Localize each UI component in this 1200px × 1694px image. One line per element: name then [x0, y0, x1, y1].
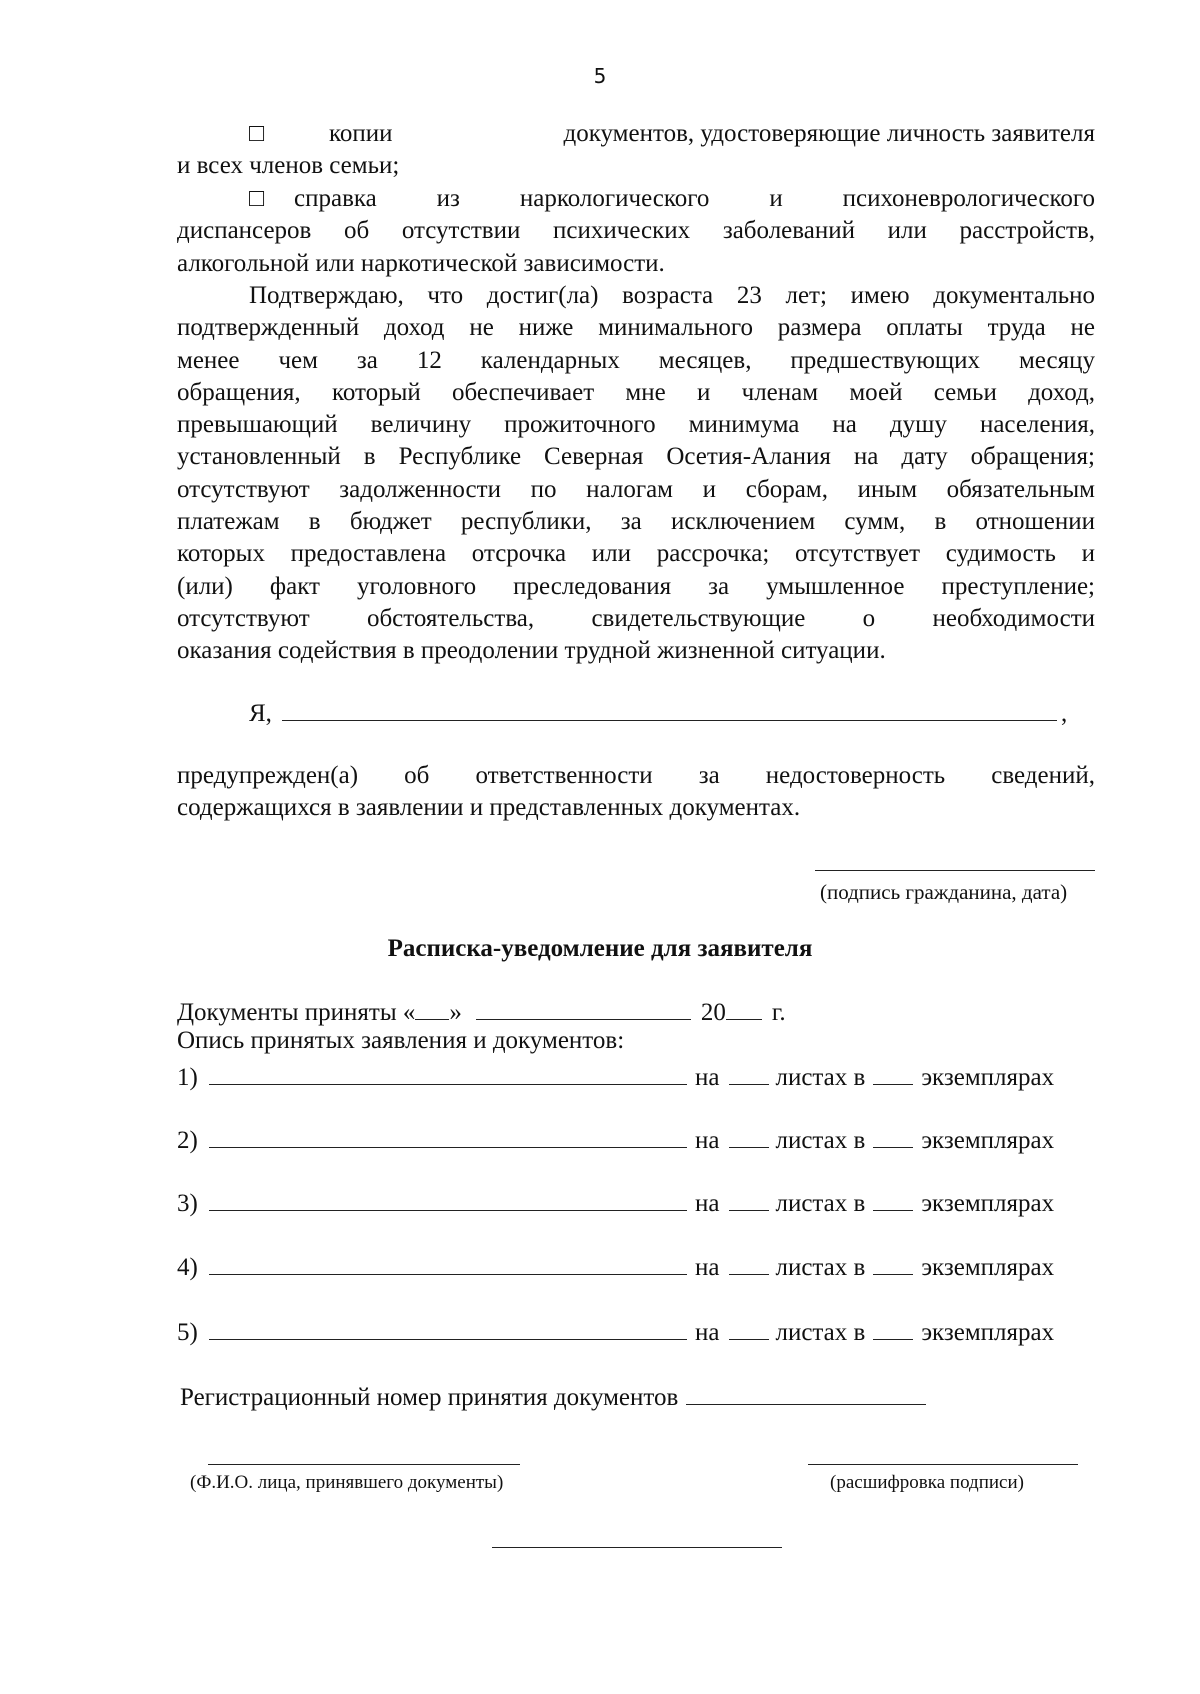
inventory-row — [177, 1186, 1095, 1218]
row-na: на — [695, 1190, 720, 1217]
row-number: 4) — [177, 1254, 198, 1281]
row-na: на — [695, 1127, 720, 1154]
bullet-line: алкогольной или наркотической зависимости. — [177, 249, 665, 277]
bullet-text: документов, удостоверяющие личность заявителя — [563, 120, 1095, 147]
bullet-first-line: справка из наркологического и психоневрологического — [294, 185, 1095, 212]
decode-caption: (расшифровка подписи) — [830, 1472, 1024, 1493]
accepted-prefix: Документы приняты « — [177, 999, 416, 1026]
row-na: на — [695, 1319, 720, 1346]
row-copies: экземплярах — [921, 1319, 1055, 1346]
ya-comma: , — [1060, 700, 1068, 727]
citizen-signature-line[interactable] — [815, 870, 1095, 871]
row-number: 1) — [177, 1064, 198, 1091]
paragraph-line: (или) факт уголовного преследования за умышленное преступление; — [177, 572, 1095, 600]
row-number: 3) — [177, 1190, 198, 1217]
signature-line[interactable] — [492, 1547, 782, 1548]
accepted-year-suffix: г. — [771, 999, 786, 1026]
accepted-quote-close: » — [449, 999, 462, 1026]
receipt-title: Расписка-уведомление для заявителя — [387, 935, 813, 962]
sheet-count-field[interactable] — [729, 1123, 769, 1148]
paragraph-line: установленный в Республике Северная Осетия-Алания на дату обращения; — [177, 443, 1095, 471]
copy-count-field[interactable] — [873, 1315, 913, 1340]
inventory-row — [177, 1315, 1095, 1347]
signature-caption: (подпись гражданина, дата) — [820, 880, 1068, 904]
inventory-row — [177, 1060, 1095, 1092]
paragraph-line: менее чем за 12 календарных месяцев, предшествующих месяцу — [177, 346, 1095, 374]
registration-row — [180, 1380, 1098, 1412]
paragraph-line: превышающий величину прожиточного минимума на душу населения, — [177, 411, 1095, 439]
row-number: 5) — [177, 1319, 198, 1346]
paragraph-line: предупрежден(а) об ответственности за недостоверность сведений, — [177, 762, 1095, 789]
reg-number-label: Регистрационный номер принятия документов — [180, 1384, 679, 1411]
paragraph-line: оказания содействия в преодолении трудной жизненной ситуации. — [177, 637, 886, 665]
bullet-line: диспансеров об отсутствии психических заболеваний или расстройств, — [177, 217, 1095, 245]
decode-line[interactable] — [808, 1464, 1078, 1465]
bullet-item-certificate — [177, 183, 1095, 280]
row-copies: экземплярах — [921, 1190, 1055, 1217]
accepted-year-prefix: 20 — [700, 999, 726, 1026]
sheet-count-field[interactable] — [729, 1315, 769, 1340]
fio-line[interactable] — [208, 1464, 520, 1465]
bullet-word: копии — [329, 120, 393, 147]
paragraph-line: которых предоставлена отсрочка или рассрочка; отсутствует судимость и — [177, 540, 1095, 568]
warning-paragraph — [177, 760, 1095, 825]
row-sheets: листах в — [775, 1319, 866, 1346]
bullet-item-copies — [177, 118, 1095, 183]
row-copies: экземплярах — [921, 1254, 1055, 1281]
applicant-name-row — [177, 696, 1095, 728]
document-name-field[interactable] — [209, 1186, 687, 1211]
row-number: 2) — [177, 1127, 198, 1154]
document-name-field[interactable] — [209, 1060, 687, 1085]
copy-count-field[interactable] — [873, 1250, 913, 1275]
paragraph-line: отсутствуют обстоятельства, свидетельствующие о необходимости — [177, 604, 1095, 632]
paragraph-line: содержащихся в заявлении и представленных документах. — [177, 794, 801, 822]
inventory-row — [177, 1250, 1095, 1282]
copy-count-field[interactable] — [873, 1123, 913, 1148]
sheet-count-field[interactable] — [729, 1250, 769, 1275]
inventory-label: Опись принятых заявления и документов: — [177, 1027, 625, 1054]
paragraph-line: подтвержденный доход не ниже минимального размера оплаты труда не — [177, 314, 1095, 342]
bullet-box-icon: □ — [249, 120, 265, 147]
sheet-count-field[interactable] — [729, 1186, 769, 1211]
bullet-continuation: и всех членов семьи; — [177, 152, 400, 180]
sheet-count-field[interactable] — [729, 1060, 769, 1085]
row-sheets: листах в — [775, 1127, 866, 1154]
inventory-row — [177, 1123, 1095, 1155]
row-copies: экземплярах — [921, 1127, 1055, 1154]
document-name-field[interactable] — [209, 1250, 687, 1275]
row-sheets: листах в — [775, 1254, 866, 1281]
row-copies: экземплярах — [921, 1064, 1055, 1091]
paragraph-line: платежам в бюджет республики, за исключением сумм, в отношении — [177, 508, 1095, 536]
accepted-date-row — [177, 995, 1095, 1027]
applicant-name-field[interactable] — [282, 696, 1057, 721]
accepted-month-field[interactable] — [476, 995, 691, 1020]
copy-count-field[interactable] — [873, 1060, 913, 1085]
inventory-label-row — [177, 1027, 1095, 1055]
bullet-box-icon: □ — [249, 185, 265, 212]
paragraph-line: отсутствуют задолженности по налогам и сборам, иным обязательным — [177, 475, 1095, 503]
document-name-field[interactable] — [209, 1123, 687, 1148]
row-na: на — [695, 1064, 720, 1091]
paragraph-line: Подтверждаю, что достиг(ла) возраста 23 лет; имею документально — [249, 282, 1095, 309]
reg-number-field[interactable] — [686, 1380, 926, 1405]
accepted-day-field[interactable] — [415, 995, 449, 1020]
copy-count-field[interactable] — [873, 1186, 913, 1211]
confirmation-paragraph — [177, 280, 1095, 668]
row-sheets: листах в — [775, 1064, 866, 1091]
page-number: 5 — [593, 64, 607, 88]
accepted-year-field[interactable] — [726, 995, 762, 1020]
fio-caption: (Ф.И.О. лица, принявшего документы) — [190, 1472, 504, 1493]
document-name-field[interactable] — [209, 1315, 687, 1340]
paragraph-line: обращения, который обеспечивает мне и членам моей семьи доход, — [177, 378, 1095, 406]
row-sheets: листах в — [775, 1190, 866, 1217]
row-na: на — [695, 1254, 720, 1281]
ya-label: Я, — [249, 700, 272, 727]
